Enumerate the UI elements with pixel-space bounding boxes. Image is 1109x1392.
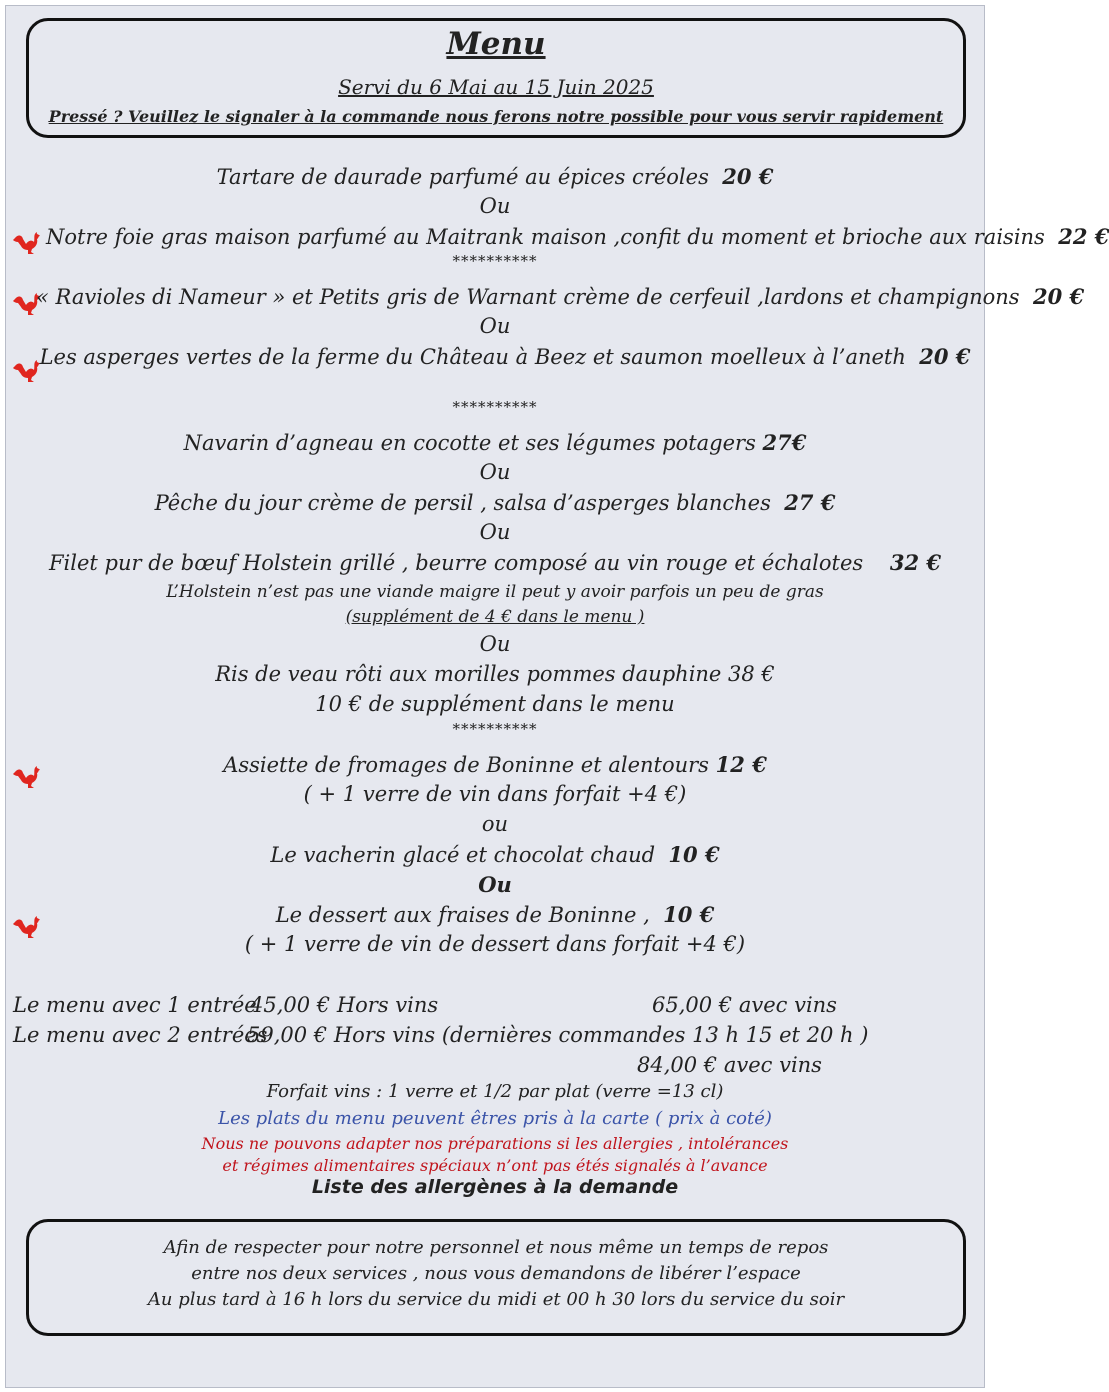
dessert-sep-1: ou: [481, 812, 509, 836]
main-sep-2: Ou: [479, 520, 511, 544]
wine-package: Forfait vins : 1 verre et 1/2 par plat (verre =13 cl): [266, 1081, 724, 1102]
main-3-supplement: (supplément de 4 € dans le menu ): [345, 607, 645, 627]
main-sep-3: Ou: [479, 632, 511, 656]
main-2: Pêche du jour crème de persil , salsa d’asperges blanches 27 €: [154, 490, 836, 515]
menu-dates: Servi du 6 Mai au 15 Juin 2025: [338, 75, 654, 99]
menu-1-entree-price: 45,00 € Hors vins: [250, 993, 439, 1017]
menu-2-entrees-price: 59,00 € Hors vins (dernières commandes 13 h 15 et 20 h ): [247, 1023, 869, 1047]
allergy-note-2: et régimes alimentaires spéciaux n’ont pas étés signalés à l’avance: [222, 1156, 768, 1175]
starter-4: Les asperges vertes de la ferme du Château à Beez et saumon moelleux à l’aneth 20 €: [39, 344, 971, 369]
main-4: Ris de veau rôti aux morilles pommes dauphine 38 €: [215, 662, 775, 686]
stars-divider: **********: [452, 398, 538, 416]
dessert-1: Assiette de fromages de Boninne et alentours 12 €: [223, 752, 767, 777]
menu-title: Menu: [446, 26, 546, 62]
dessert-2: Le vacherin glacé et chocolat chaud 10 €: [270, 842, 720, 867]
footer-line-1: Afin de respecter pour notre personnel et nous même un temps de repos: [163, 1237, 829, 1258]
dessert-3-wine: ( + 1 verre de vin de dessert dans forfait +4 €): [244, 932, 746, 956]
starter-3: « Ravioles di Nameur » et Petits gris de Warnant crème de cerfeuil ,lardons et champignons 20 €: [36, 284, 1085, 309]
header-box: [26, 18, 966, 138]
starter-sep-2: Ou: [479, 314, 511, 338]
menu-2-entrees-wine-price: 84,00 € avec vins: [637, 1053, 822, 1077]
footer-line-2: entre nos deux services , nous vous demandons de libérer l’espace: [191, 1263, 801, 1284]
main-sep-1: Ou: [479, 460, 511, 484]
main-4-supplement: 10 € de supplément dans le menu: [315, 692, 675, 716]
dessert-sep-2: Ou: [478, 872, 512, 897]
starter-2: Notre foie gras maison parfumé au Maitrank maison ,confit du moment et brioche aux raisins 22 €: [46, 224, 1109, 249]
a-la-carte-note: Les plats du menu peuvent êtres pris à la carte ( prix à coté): [218, 1108, 772, 1129]
footer-line-3: Au plus tard à 16 h lors du service du midi et 00 h 30 lors du service du soir: [147, 1289, 845, 1310]
hurry-note: Pressé ? Veuillez le signaler à la commande nous ferons notre possible pour vous servir rapidement: [48, 107, 944, 126]
main-3: Filet pur de bœuf Holstein grillé , beurre composé au vin rouge et échalotes 32 €: [48, 550, 942, 575]
menu-page: [5, 5, 1109, 1388]
starter-sep-1: Ou: [479, 194, 511, 218]
main-3-note: L’Holstein n’est pas une viande maigre il peut y avoir parfois un peu de gras: [166, 582, 824, 602]
stars-divider: **********: [452, 720, 538, 738]
allergy-note-1: Nous ne pouvons adapter nos préparations si les allergies , intolérances: [201, 1134, 789, 1153]
main-1: Navarin d’agneau en cocotte et ses légumes potagers 27€: [183, 430, 807, 455]
dessert-3: Le dessert aux fraises de Boninne , 10 €: [275, 902, 715, 927]
menu-2-entrees-label: Le menu avec 2 entrées: [13, 1023, 268, 1047]
menu-1-entree-label: Le menu avec 1 entrée: [13, 993, 257, 1017]
dessert-1-wine: ( + 1 verre de vin dans forfait +4 €): [303, 782, 687, 806]
footer-box: [26, 1219, 966, 1336]
allergens-list: Liste des allergènes à la demande: [311, 1176, 679, 1198]
starter-1: Tartare de daurade parfumé au épices créoles 20 €: [216, 164, 774, 189]
menu-1-entree-wine-price: 65,00 € avec vins: [652, 993, 837, 1017]
stars-divider: **********: [452, 252, 538, 270]
